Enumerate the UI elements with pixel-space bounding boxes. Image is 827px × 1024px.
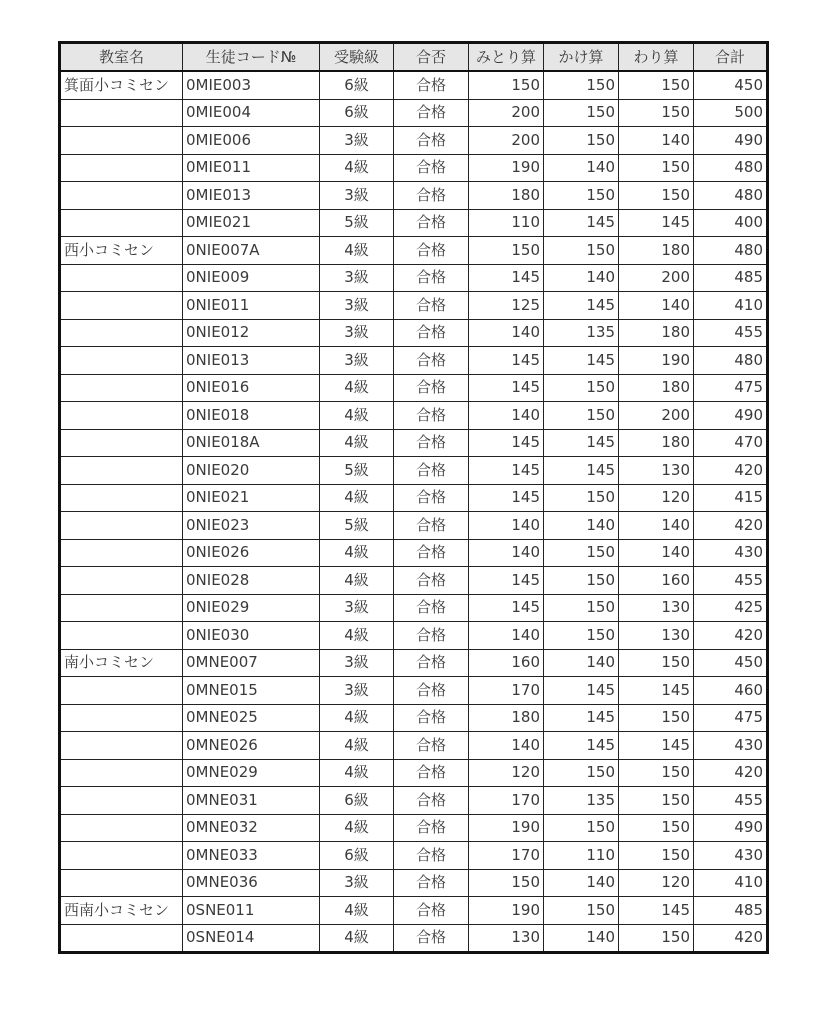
mitori-score-cell: 150 (469, 869, 544, 897)
wari-score-cell: 130 (619, 594, 694, 622)
table-row (60, 869, 768, 897)
total-score-cell: 430 (694, 842, 768, 870)
student-code-cell: 0NIE016 (183, 374, 320, 402)
wari-score-cell: 160 (619, 567, 694, 595)
total-score-cell: 460 (694, 677, 768, 705)
wari-score-cell: 150 (619, 71, 694, 99)
kake-score-cell: 150 (544, 374, 619, 402)
grade-cell: 6級 (320, 99, 394, 127)
wari-score-cell: 140 (619, 127, 694, 155)
classroom-cell (60, 814, 183, 842)
total-score-cell: 485 (694, 897, 768, 925)
table-row (60, 539, 768, 567)
table-row (60, 209, 768, 237)
wari-score-cell: 150 (619, 842, 694, 870)
grade-cell: 4級 (320, 402, 394, 430)
total-score-cell: 410 (694, 292, 768, 320)
student-code-cell: 0NIE018A (183, 429, 320, 457)
kake-score-cell: 150 (544, 897, 619, 925)
kake-score-cell: 140 (544, 512, 619, 540)
classroom-cell (60, 704, 183, 732)
classroom-cell: 箕面小コミセン (60, 71, 183, 99)
mitori-score-cell: 125 (469, 292, 544, 320)
wari-score-cell: 145 (619, 209, 694, 237)
result-cell: 合格 (394, 457, 469, 485)
grade-cell: 3級 (320, 182, 394, 210)
wari-score-cell: 180 (619, 374, 694, 402)
wari-score-cell: 180 (619, 319, 694, 347)
table-row (60, 319, 768, 347)
kake-score-cell: 145 (544, 457, 619, 485)
wari-score-cell: 145 (619, 677, 694, 705)
table-row (60, 594, 768, 622)
classroom-cell (60, 484, 183, 512)
student-code-cell: 0NIE013 (183, 347, 320, 375)
student-code-cell: 0SNE014 (183, 924, 320, 953)
total-score-cell: 430 (694, 539, 768, 567)
classroom-cell (60, 264, 183, 292)
student-code-cell: 0MIE021 (183, 209, 320, 237)
result-cell: 合格 (394, 924, 469, 953)
classroom-cell (60, 127, 183, 155)
result-cell: 合格 (394, 127, 469, 155)
table-row (60, 512, 768, 540)
classroom-cell (60, 539, 183, 567)
classroom-cell (60, 567, 183, 595)
grade-cell: 5級 (320, 457, 394, 485)
result-cell: 合格 (394, 237, 469, 265)
wari-score-cell: 150 (619, 759, 694, 787)
result-cell: 合格 (394, 154, 469, 182)
grade-cell: 4級 (320, 814, 394, 842)
student-code-cell: 0NIE026 (183, 539, 320, 567)
classroom-cell: 西小コミセン (60, 237, 183, 265)
grade-cell: 5級 (320, 512, 394, 540)
mitori-score-cell: 180 (469, 182, 544, 210)
classroom-cell (60, 842, 183, 870)
mitori-score-cell: 145 (469, 457, 544, 485)
grade-cell: 4級 (320, 237, 394, 265)
classroom-cell: 南小コミセン (60, 649, 183, 677)
student-code-cell: 0MNE025 (183, 704, 320, 732)
kake-score-cell: 145 (544, 209, 619, 237)
header-classroom: 教室名 (60, 43, 183, 72)
table-row (60, 704, 768, 732)
result-cell: 合格 (394, 484, 469, 512)
wari-score-cell: 120 (619, 869, 694, 897)
grade-cell: 3級 (320, 292, 394, 320)
student-code-cell: 0MNE036 (183, 869, 320, 897)
header-row (60, 43, 768, 72)
student-code-cell: 0NIE011 (183, 292, 320, 320)
total-score-cell: 420 (694, 759, 768, 787)
mitori-score-cell: 145 (469, 374, 544, 402)
classroom-cell (60, 429, 183, 457)
classroom-cell (60, 347, 183, 375)
grade-cell: 6級 (320, 842, 394, 870)
table-row (60, 99, 768, 127)
result-cell: 合格 (394, 704, 469, 732)
mitori-score-cell: 130 (469, 924, 544, 953)
result-cell: 合格 (394, 842, 469, 870)
result-cell: 合格 (394, 677, 469, 705)
student-code-cell: 0NIE030 (183, 622, 320, 650)
result-cell: 合格 (394, 622, 469, 650)
grade-cell: 4級 (320, 567, 394, 595)
result-cell: 合格 (394, 814, 469, 842)
table-row (60, 292, 768, 320)
mitori-score-cell: 170 (469, 787, 544, 815)
mitori-score-cell: 160 (469, 649, 544, 677)
kake-score-cell: 150 (544, 567, 619, 595)
student-code-cell: 0MNE031 (183, 787, 320, 815)
classroom-cell: 西南小コミセン (60, 897, 183, 925)
classroom-cell (60, 622, 183, 650)
grade-cell: 4級 (320, 924, 394, 953)
kake-score-cell: 145 (544, 347, 619, 375)
mitori-score-cell: 140 (469, 732, 544, 760)
mitori-score-cell: 190 (469, 154, 544, 182)
table-row (60, 842, 768, 870)
header-kake: かけ算 (544, 43, 619, 72)
wari-score-cell: 180 (619, 429, 694, 457)
table-row (60, 924, 768, 953)
kake-score-cell: 145 (544, 292, 619, 320)
mitori-score-cell: 140 (469, 319, 544, 347)
total-score-cell: 480 (694, 237, 768, 265)
mitori-score-cell: 120 (469, 759, 544, 787)
kake-score-cell: 150 (544, 237, 619, 265)
total-score-cell: 410 (694, 869, 768, 897)
wari-score-cell: 150 (619, 649, 694, 677)
kake-score-cell: 150 (544, 594, 619, 622)
classroom-cell (60, 924, 183, 953)
student-code-cell: 0MIE003 (183, 71, 320, 99)
grade-cell: 6級 (320, 71, 394, 99)
wari-score-cell: 180 (619, 237, 694, 265)
grade-cell: 4級 (320, 154, 394, 182)
grade-cell: 4級 (320, 622, 394, 650)
grade-cell: 4級 (320, 484, 394, 512)
student-code-cell: 0MNE015 (183, 677, 320, 705)
kake-score-cell: 145 (544, 677, 619, 705)
kake-score-cell: 140 (544, 649, 619, 677)
kake-score-cell: 150 (544, 127, 619, 155)
mitori-score-cell: 190 (469, 814, 544, 842)
header-student-code: 生徒コード№ (183, 43, 320, 72)
table-row (60, 154, 768, 182)
grade-cell: 3級 (320, 594, 394, 622)
student-code-cell: 0NIE012 (183, 319, 320, 347)
total-score-cell: 455 (694, 319, 768, 347)
kake-score-cell: 150 (544, 182, 619, 210)
total-score-cell: 490 (694, 814, 768, 842)
result-cell: 合格 (394, 374, 469, 402)
kake-score-cell: 145 (544, 732, 619, 760)
total-score-cell: 415 (694, 484, 768, 512)
table-row (60, 897, 768, 925)
wari-score-cell: 150 (619, 814, 694, 842)
classroom-cell (60, 402, 183, 430)
classroom-cell (60, 374, 183, 402)
header-grade: 受験級 (320, 43, 394, 72)
table-row (60, 649, 768, 677)
student-code-cell: 0MIE013 (183, 182, 320, 210)
kake-score-cell: 145 (544, 429, 619, 457)
kake-score-cell: 150 (544, 99, 619, 127)
classroom-cell (60, 512, 183, 540)
wari-score-cell: 200 (619, 264, 694, 292)
header-wari: わり算 (619, 43, 694, 72)
wari-score-cell: 200 (619, 402, 694, 430)
classroom-cell (60, 732, 183, 760)
result-cell: 合格 (394, 209, 469, 237)
kake-score-cell: 150 (544, 402, 619, 430)
kake-score-cell: 150 (544, 814, 619, 842)
mitori-score-cell: 145 (469, 347, 544, 375)
table-body (60, 71, 768, 953)
kake-score-cell: 140 (544, 869, 619, 897)
student-code-cell: 0MNE032 (183, 814, 320, 842)
classroom-cell (60, 292, 183, 320)
total-score-cell: 475 (694, 374, 768, 402)
student-code-cell: 0NIE018 (183, 402, 320, 430)
header-total: 合計 (694, 43, 768, 72)
header-result: 合否 (394, 43, 469, 72)
grade-cell: 5級 (320, 209, 394, 237)
kake-score-cell: 140 (544, 264, 619, 292)
total-score-cell: 470 (694, 429, 768, 457)
mitori-score-cell: 145 (469, 594, 544, 622)
classroom-cell (60, 209, 183, 237)
mitori-score-cell: 145 (469, 484, 544, 512)
kake-score-cell: 150 (544, 622, 619, 650)
mitori-score-cell: 180 (469, 704, 544, 732)
classroom-cell (60, 319, 183, 347)
student-code-cell: 0MIE004 (183, 99, 320, 127)
kake-score-cell: 110 (544, 842, 619, 870)
result-cell: 合格 (394, 264, 469, 292)
student-code-cell: 0NIE028 (183, 567, 320, 595)
table-row (60, 182, 768, 210)
kake-score-cell: 150 (544, 484, 619, 512)
table-row (60, 429, 768, 457)
grade-cell: 4級 (320, 539, 394, 567)
header-mitori: みとり算 (469, 43, 544, 72)
total-score-cell: 450 (694, 649, 768, 677)
wari-score-cell: 130 (619, 457, 694, 485)
result-cell: 合格 (394, 897, 469, 925)
classroom-cell (60, 759, 183, 787)
mitori-score-cell: 140 (469, 512, 544, 540)
kake-score-cell: 135 (544, 319, 619, 347)
student-code-cell: 0NIE009 (183, 264, 320, 292)
wari-score-cell: 190 (619, 347, 694, 375)
grade-cell: 4級 (320, 759, 394, 787)
wari-score-cell: 140 (619, 292, 694, 320)
kake-score-cell: 150 (544, 539, 619, 567)
mitori-score-cell: 145 (469, 264, 544, 292)
table-row (60, 127, 768, 155)
total-score-cell: 430 (694, 732, 768, 760)
kake-score-cell: 150 (544, 71, 619, 99)
total-score-cell: 480 (694, 154, 768, 182)
mitori-score-cell: 200 (469, 127, 544, 155)
grade-cell: 4級 (320, 732, 394, 760)
total-score-cell: 480 (694, 347, 768, 375)
table-row (60, 787, 768, 815)
student-code-cell: 0MNE029 (183, 759, 320, 787)
kake-score-cell: 145 (544, 704, 619, 732)
kake-score-cell: 150 (544, 759, 619, 787)
wari-score-cell: 150 (619, 182, 694, 210)
result-cell: 合格 (394, 539, 469, 567)
grade-cell: 4級 (320, 429, 394, 457)
grade-cell: 3級 (320, 127, 394, 155)
total-score-cell: 420 (694, 457, 768, 485)
grade-cell: 3級 (320, 319, 394, 347)
result-cell: 合格 (394, 732, 469, 760)
classroom-cell (60, 99, 183, 127)
table-row (60, 484, 768, 512)
grade-cell: 4級 (320, 897, 394, 925)
table-row (60, 264, 768, 292)
grade-cell: 3級 (320, 264, 394, 292)
result-cell: 合格 (394, 759, 469, 787)
grade-cell: 3級 (320, 347, 394, 375)
total-score-cell: 455 (694, 567, 768, 595)
grade-cell: 6級 (320, 787, 394, 815)
wari-score-cell: 145 (619, 897, 694, 925)
result-cell: 合格 (394, 649, 469, 677)
table-row (60, 237, 768, 265)
result-cell: 合格 (394, 869, 469, 897)
wari-score-cell: 140 (619, 539, 694, 567)
table-row (60, 347, 768, 375)
table-row (60, 71, 768, 99)
result-cell: 合格 (394, 71, 469, 99)
wari-score-cell: 150 (619, 924, 694, 953)
student-code-cell: 0MNE033 (183, 842, 320, 870)
wari-score-cell: 150 (619, 704, 694, 732)
grade-cell: 3級 (320, 649, 394, 677)
kake-score-cell: 135 (544, 787, 619, 815)
grade-cell: 3級 (320, 677, 394, 705)
kake-score-cell: 140 (544, 154, 619, 182)
mitori-score-cell: 190 (469, 897, 544, 925)
table-row (60, 567, 768, 595)
kake-score-cell: 140 (544, 924, 619, 953)
grade-cell: 3級 (320, 869, 394, 897)
total-score-cell: 475 (694, 704, 768, 732)
classroom-cell (60, 869, 183, 897)
result-cell: 合格 (394, 567, 469, 595)
result-cell: 合格 (394, 319, 469, 347)
student-code-cell: 0NIE023 (183, 512, 320, 540)
classroom-cell (60, 154, 183, 182)
mitori-score-cell: 150 (469, 237, 544, 265)
grade-cell: 4級 (320, 374, 394, 402)
grade-cell: 4級 (320, 704, 394, 732)
table-row (60, 814, 768, 842)
result-cell: 合格 (394, 512, 469, 540)
table-row (60, 402, 768, 430)
wari-score-cell: 150 (619, 787, 694, 815)
classroom-cell (60, 182, 183, 210)
total-score-cell: 500 (694, 99, 768, 127)
result-cell: 合格 (394, 292, 469, 320)
mitori-score-cell: 150 (469, 71, 544, 99)
total-score-cell: 425 (694, 594, 768, 622)
student-code-cell: 0NIE021 (183, 484, 320, 512)
wari-score-cell: 145 (619, 732, 694, 760)
result-cell: 合格 (394, 429, 469, 457)
wari-score-cell: 130 (619, 622, 694, 650)
student-code-cell: 0MIE006 (183, 127, 320, 155)
mitori-score-cell: 140 (469, 402, 544, 430)
table-row (60, 457, 768, 485)
result-cell: 合格 (394, 347, 469, 375)
student-code-cell: 0MNE007 (183, 649, 320, 677)
table-row (60, 677, 768, 705)
wari-score-cell: 150 (619, 99, 694, 127)
student-code-cell: 0NIE029 (183, 594, 320, 622)
total-score-cell: 455 (694, 787, 768, 815)
student-code-cell: 0SNE011 (183, 897, 320, 925)
total-score-cell: 400 (694, 209, 768, 237)
total-score-cell: 490 (694, 402, 768, 430)
wari-score-cell: 150 (619, 154, 694, 182)
table-row (60, 374, 768, 402)
mitori-score-cell: 200 (469, 99, 544, 127)
student-code-cell: 0MIE011 (183, 154, 320, 182)
result-cell: 合格 (394, 402, 469, 430)
mitori-score-cell: 140 (469, 539, 544, 567)
total-score-cell: 420 (694, 924, 768, 953)
mitori-score-cell: 140 (469, 622, 544, 650)
result-cell: 合格 (394, 182, 469, 210)
mitori-score-cell: 110 (469, 209, 544, 237)
classroom-cell (60, 594, 183, 622)
result-cell: 合格 (394, 787, 469, 815)
table-row (60, 759, 768, 787)
result-cell: 合格 (394, 99, 469, 127)
total-score-cell: 490 (694, 127, 768, 155)
total-score-cell: 420 (694, 512, 768, 540)
result-cell: 合格 (394, 594, 469, 622)
student-code-cell: 0NIE007A (183, 237, 320, 265)
mitori-score-cell: 145 (469, 429, 544, 457)
total-score-cell: 480 (694, 182, 768, 210)
table-row (60, 732, 768, 760)
total-score-cell: 450 (694, 71, 768, 99)
exam-results-table (58, 41, 769, 954)
student-code-cell: 0MNE026 (183, 732, 320, 760)
total-score-cell: 420 (694, 622, 768, 650)
total-score-cell: 485 (694, 264, 768, 292)
classroom-cell (60, 457, 183, 485)
student-code-cell: 0NIE020 (183, 457, 320, 485)
wari-score-cell: 140 (619, 512, 694, 540)
table-row (60, 622, 768, 650)
mitori-score-cell: 170 (469, 677, 544, 705)
mitori-score-cell: 170 (469, 842, 544, 870)
mitori-score-cell: 145 (469, 567, 544, 595)
wari-score-cell: 120 (619, 484, 694, 512)
classroom-cell (60, 787, 183, 815)
classroom-cell (60, 677, 183, 705)
